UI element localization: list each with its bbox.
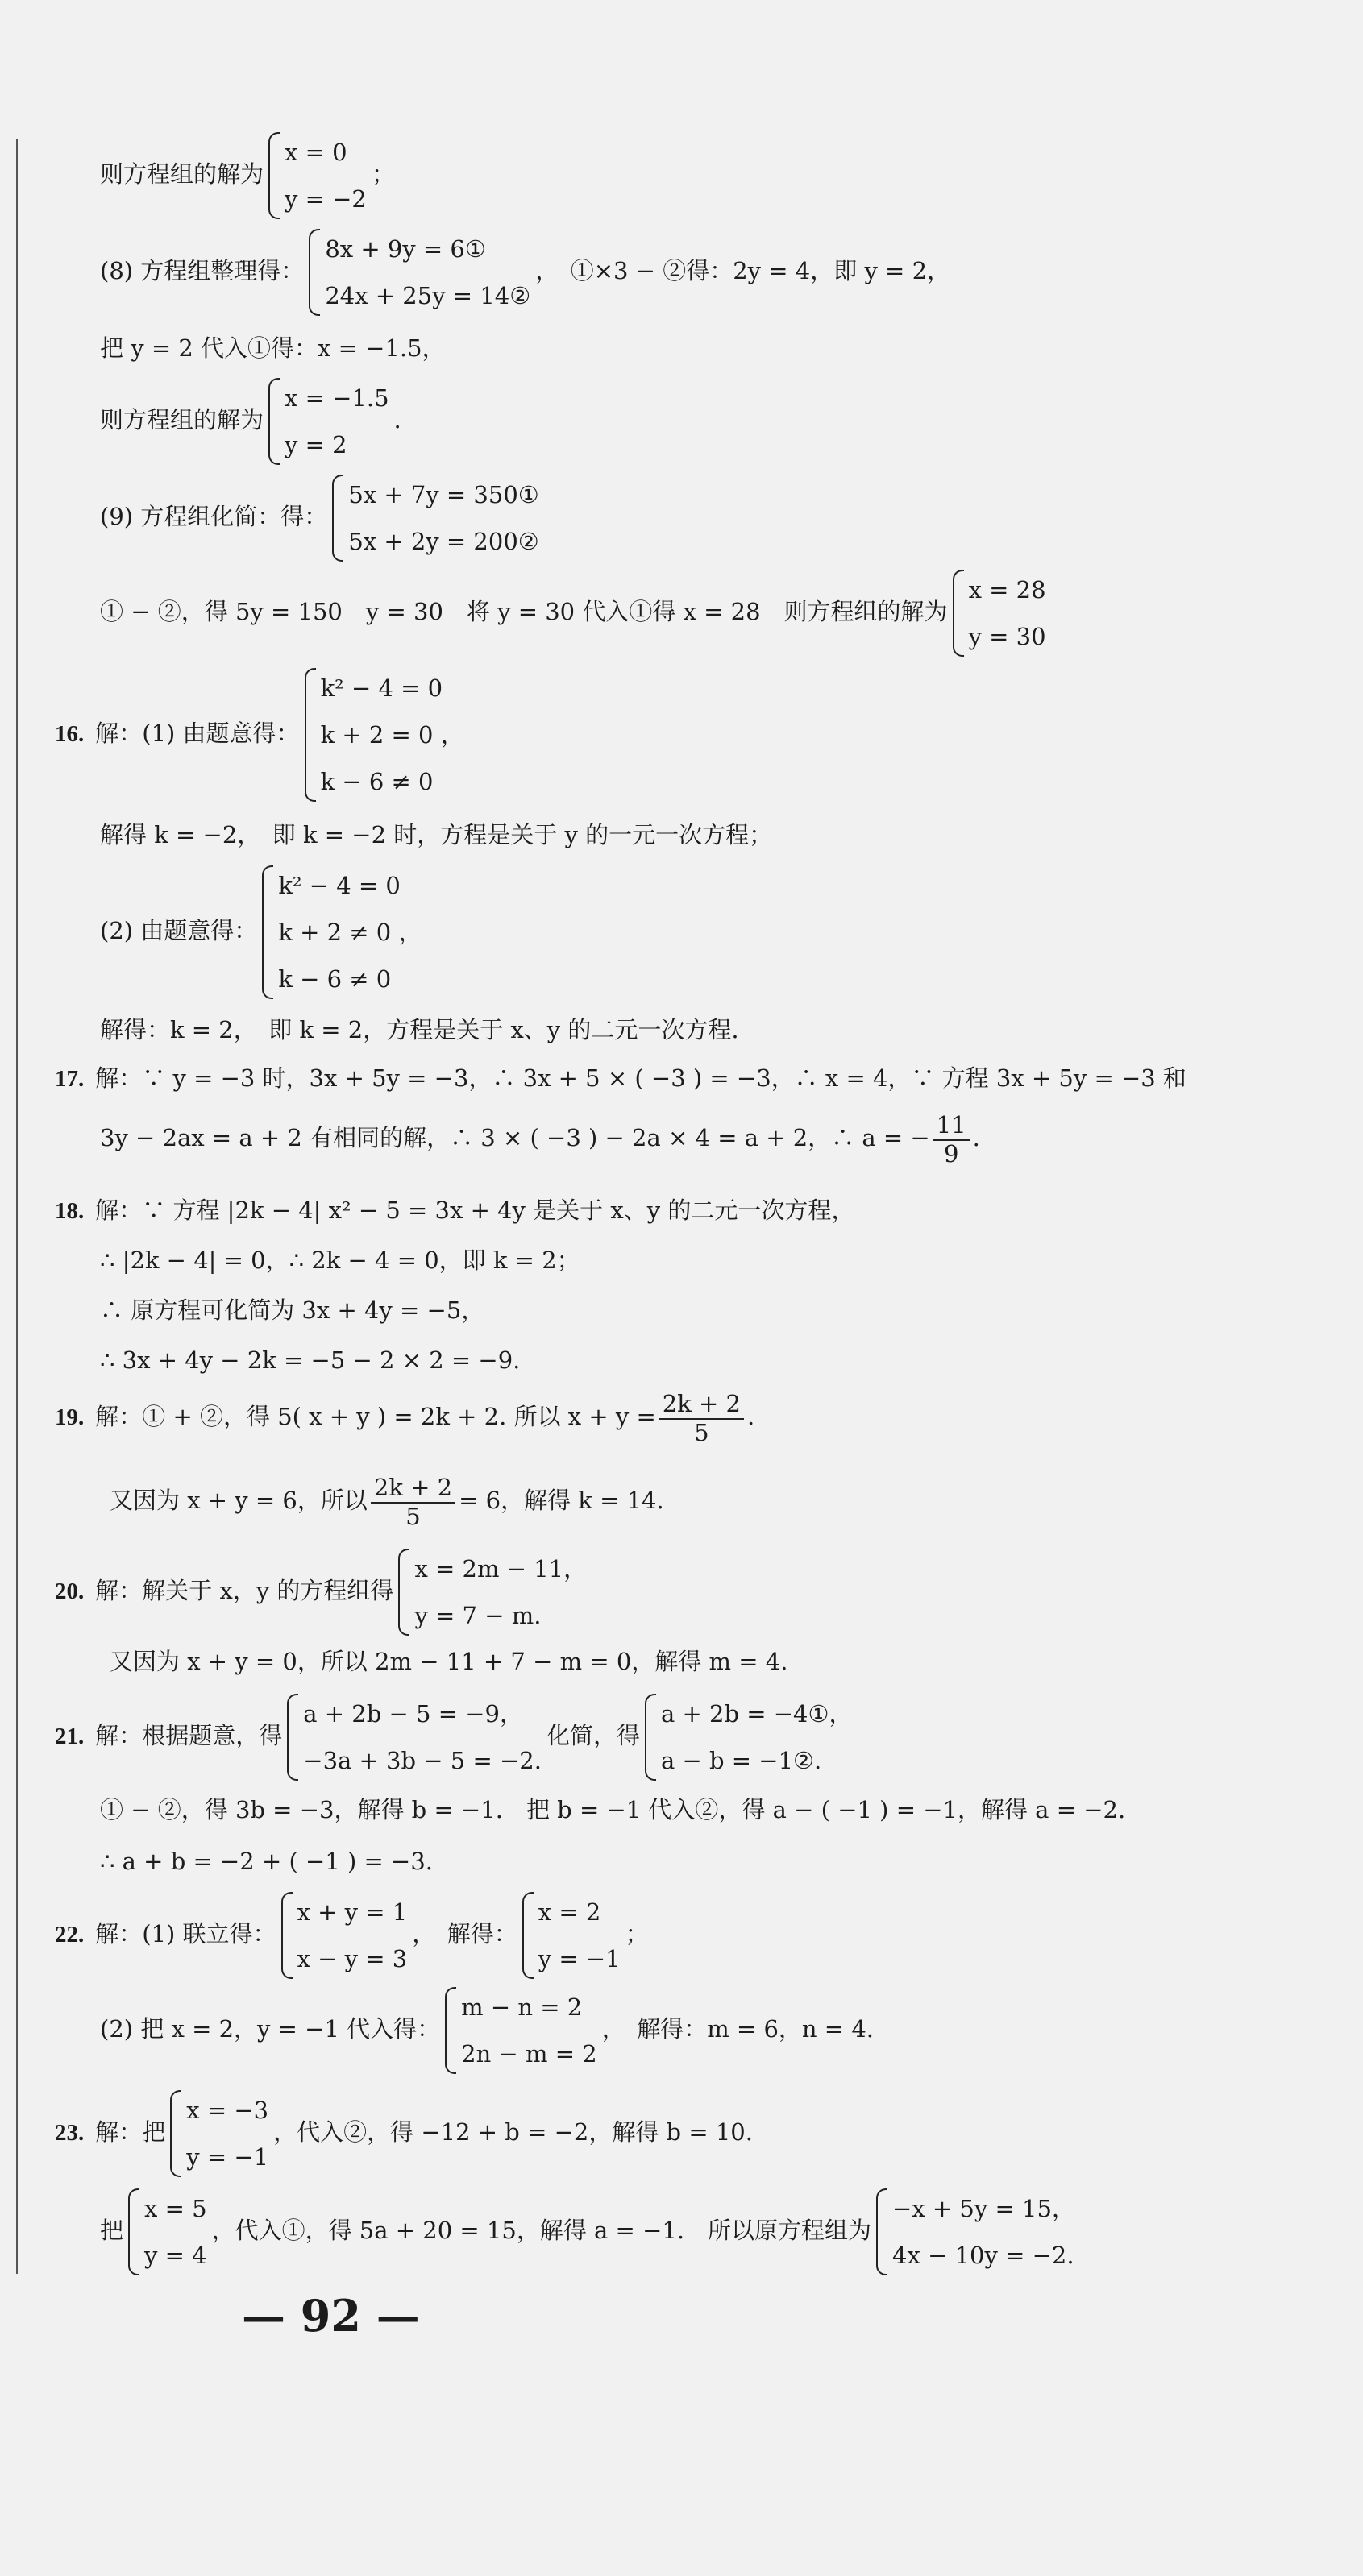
question-16: 16. 解：(1) 由题意得： k² − 4 = 0 k + 2 = 0 ， k − 6 ≠ 0: [55, 665, 469, 805]
question-19: 19. 解：① + ②，得 5( x + y ) = 2k + 2. 所以 x + y = $\frac{2k + 2}{5}$ .: [55, 1390, 755, 1446]
margin-rule: [16, 139, 18, 2274]
equation-system: k² − 4 = 0 k + 2 ≠ 0 ， k − 6 ≠ 0: [262, 862, 422, 1002]
answer-line: ① − ②，得 3b = −3，解得 b = −1. 把 b = −1 代入②，得 a − ( −1 ) = −1，解得 a = −2.: [100, 1796, 1126, 1823]
answer-line: (2) 由题意得： k² − 4 = 0 k + 2 ≠ 0 ， k − 6 ≠ 0: [100, 862, 426, 1002]
answer-line: (2) 把 x = 2，y = −1 代入得： m − n = 2 2n − m = 2 ， 解得：m = 6，n = 4.: [100, 1984, 874, 2077]
answer-line: 则方程组的解为 x = 0 y = −2 ；: [100, 129, 395, 222]
equation-system: x = −1.5 y = 2: [268, 375, 389, 468]
answer-line: ① − ②，得 5y = 150 y = 30 将 y = 30 代入①得 x = 28 则方程组的解为 x = 28 y = 30: [100, 566, 1051, 660]
answer-line: ∴ a + b = −2 + ( −1 ) = −3.: [100, 1848, 433, 1875]
question-23: 23. 解：把 x = −3 y = −1 ，代入②，得 −12 + b = −2，解得 b = 10.: [55, 2087, 753, 2180]
question-18: 18. 解：∵ 方程 |2k − 4| x² − 5 = 3x + 4y 是关于 x、y 的二元一次方程，: [55, 1197, 855, 1224]
equation-system: x + y = 1 x − y = 3: [281, 1889, 408, 1982]
equation-system: 8x + 9y = 6① 24x + 25y = 14②: [309, 226, 530, 319]
equation-system: x = 2m − 11， y = 7 − m.: [398, 1545, 587, 1639]
answer-line: 又因为 x + y = 6，所以 $\frac{2k + 2}{5}$ = 6，解得 k = 14.: [110, 1474, 664, 1530]
answer-line: (8) 方程组整理得： 8x + 9y = 6① 24x + 25y = 14② ， ①×3 − ②得：2y = 4，即 y = 2，: [100, 226, 950, 319]
equation-system: a + 2b − 5 = −9， −3a + 3b − 5 = −2.: [287, 1690, 542, 1784]
fraction: $\frac{2k + 2}{5}$: [371, 1475, 455, 1529]
equation-system: x = −3 y = −1: [170, 2087, 268, 2180]
answer-line: 又因为 x + y = 0，所以 2m − 11 + 7 − m = 0，解得 m = 4.: [110, 1648, 788, 1675]
question-22: 22. 解：(1) 联立得： x + y = 1 x − y = 3 ， 解得： x = 2 y = −1 ；: [55, 1889, 649, 1982]
answer-line: 则方程组的解为 x = −1.5 y = 2 .: [100, 375, 401, 468]
fraction: $\frac{11}{9}$: [933, 1112, 970, 1167]
equation-system: x = 5 y = 4: [128, 2185, 207, 2279]
answer-line: ∴ |2k − 4| = 0，∴ 2k − 4 = 0，即 k = 2；: [100, 1247, 580, 1274]
equation-system: x = 2 y = −1: [522, 1889, 621, 1982]
equation-system: a + 2b = −4①， a − b = −1②.: [645, 1690, 853, 1784]
question-21: 21. 解：根据题意，得 a + 2b − 5 = −9， −3a + 3b − 5 = −2. 化简，得 a + 2b = −4①， a − b = −1②.: [55, 1690, 858, 1784]
equation-system: x = 0 y = −2: [268, 129, 367, 222]
equation-system: m − n = 2 2n − m = 2: [445, 1984, 597, 2077]
answer-line: 3y − 2ax = a + 2 有相同的解，∴ 3 × ( −3 ) − 2a × 4 = a + 2，∴ a = − $\frac{11}{9}$ .: [100, 1111, 980, 1168]
question-20: 20. 解：解关于 x，y 的方程组得 x = 2m − 11， y = 7 − m.: [55, 1545, 592, 1639]
answer-line: ∴ 3x + 4y − 2k = −5 − 2 × 2 = −9.: [100, 1346, 521, 1374]
equation-system: −x + 5y = 15， 4x − 10y = −2.: [876, 2185, 1075, 2279]
answer-line: 把 y = 2 代入①得：x = −1.5，: [100, 334, 446, 362]
answer-line: ∴ 原方程可化简为 3x + 4y = −5，: [100, 1296, 485, 1324]
equation-system: 5x + 7y = 350① 5x + 2y = 200②: [332, 471, 538, 565]
equation-system: x = 28 y = 30: [953, 566, 1046, 660]
equation-system: k² − 4 = 0 k + 2 = 0 ， k − 6 ≠ 0: [305, 665, 464, 805]
question-17: 17. 解：∵ y = −3 时，3x + 5y = −3，∴ 3x + 5 × ( −3 ) = −3，∴ x = 4，∵ 方程 3x + 5y = −3 和: [55, 1064, 1186, 1092]
answer-line: 把 x = 5 y = 4 ，代入①，得 5a + 20 = 15，解得 a = −1. 所以原方程组为 −x + 5y = 15， 4x − 10y = −2.: [100, 2185, 1080, 2279]
answer-line: 解得：k = 2， 即 k = 2，方程是关于 x、y 的二元一次方程.: [100, 1016, 739, 1043]
answer-line: 解得 k = −2， 即 k = −2 时，方程是关于 y 的一元一次方程；: [100, 821, 773, 848]
page-number: — 92 —: [242, 2290, 420, 2342]
answer-line: (9) 方程组化简：得： 5x + 7y = 350① 5x + 2y = 200②: [100, 471, 544, 565]
fraction: $\frac{2k + 2}{5}$: [659, 1391, 744, 1446]
